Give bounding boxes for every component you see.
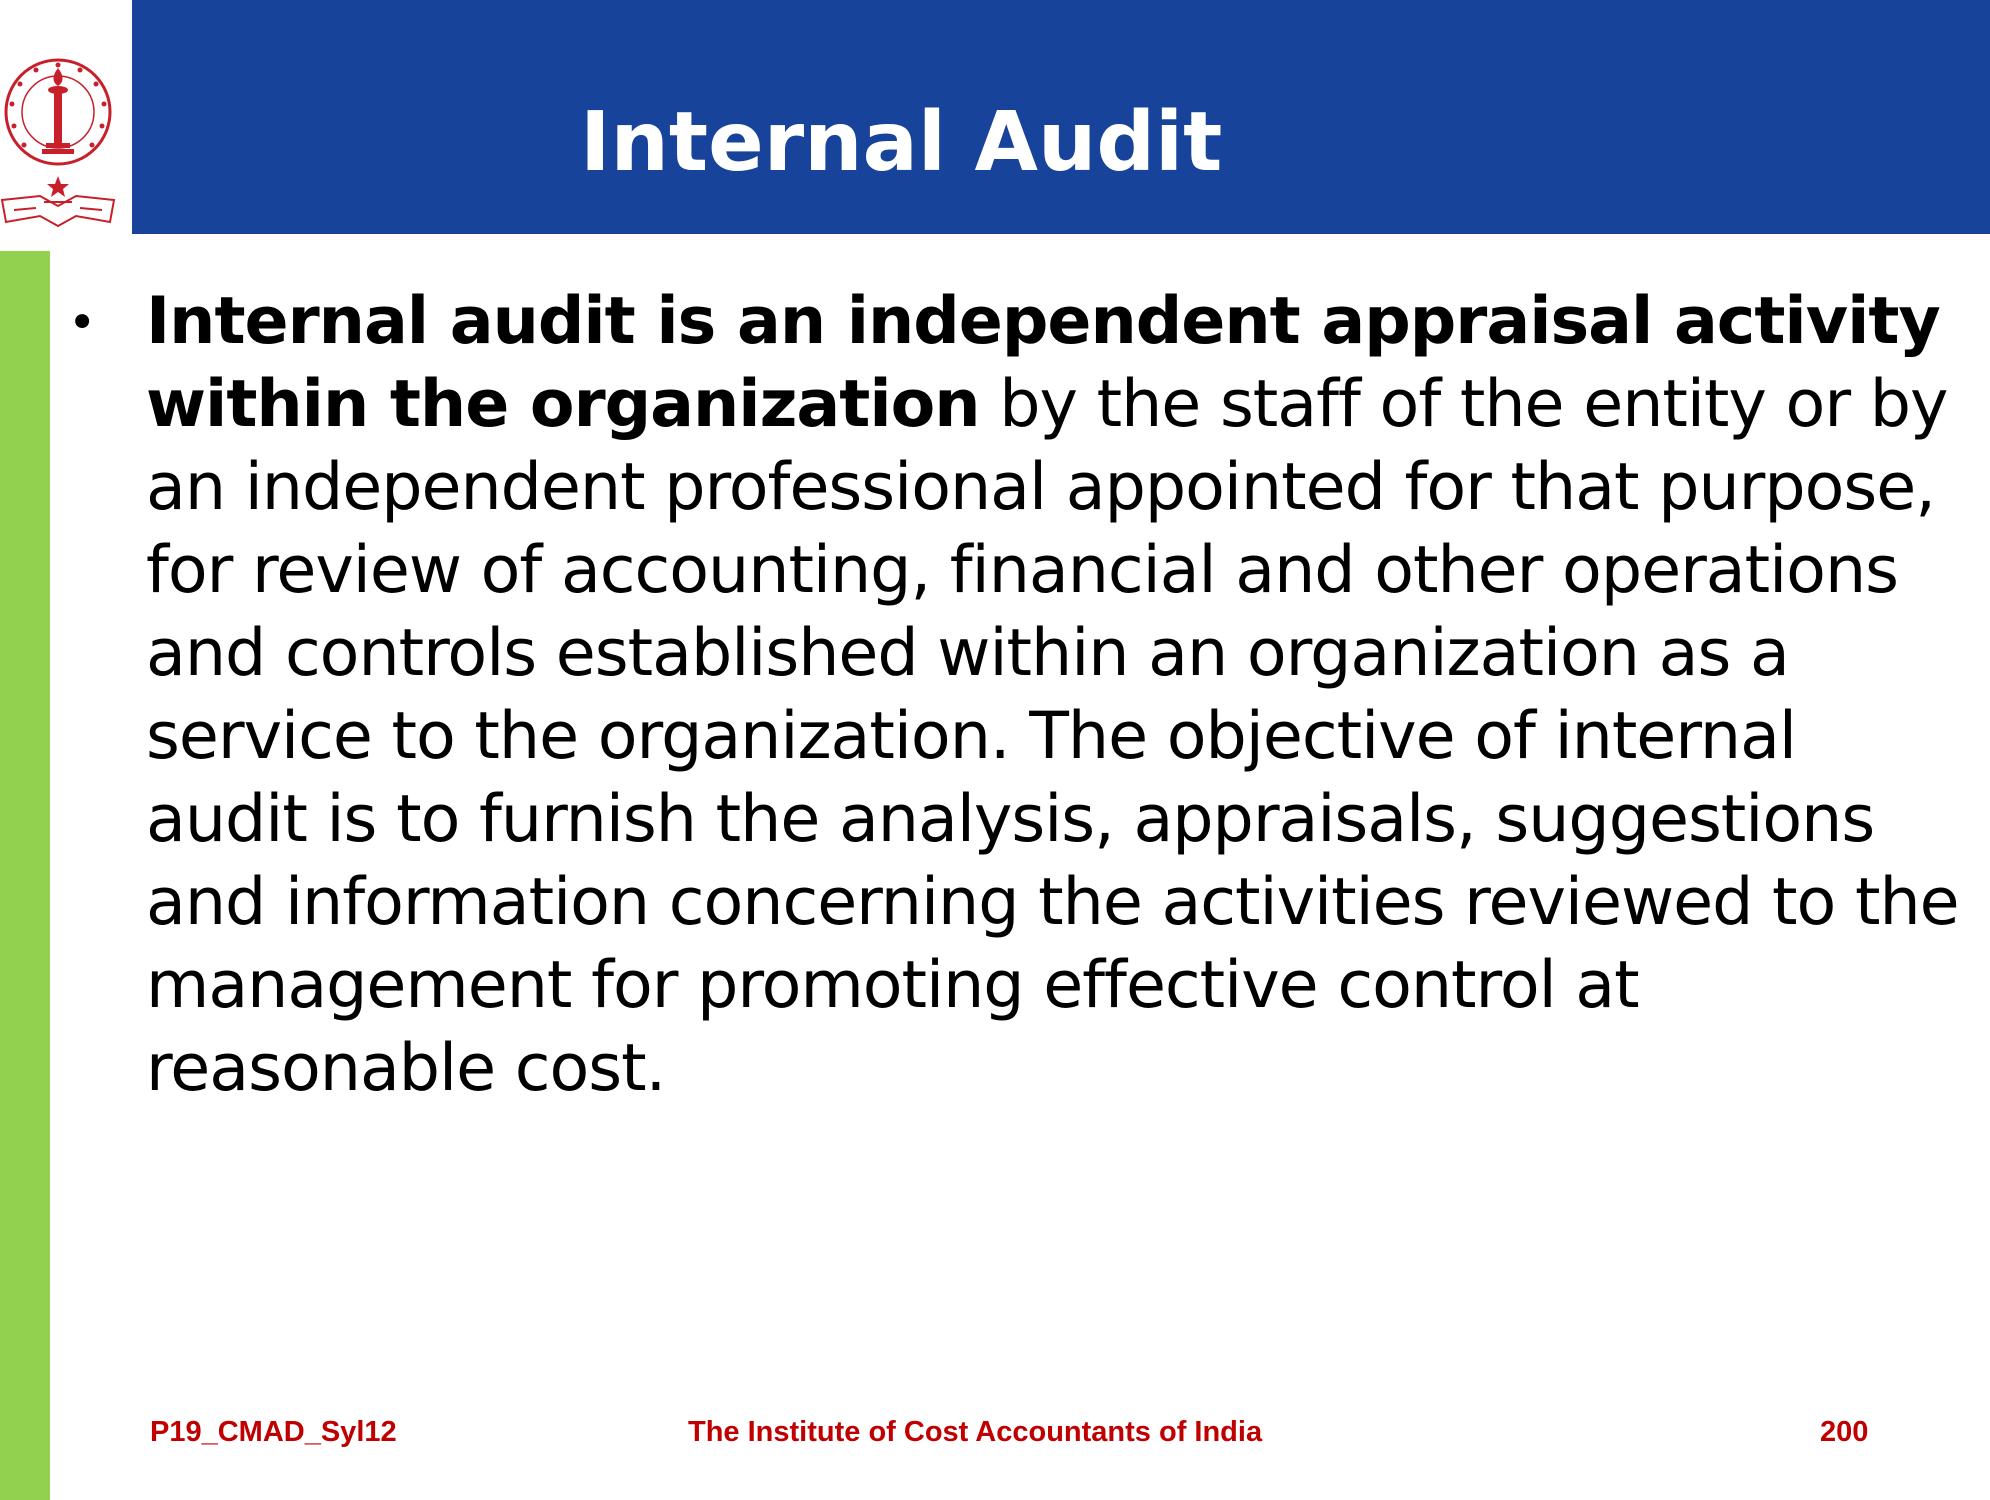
- bullet-text: [146, 280, 1976, 1110]
- slide-title: Internal Audit: [580, 95, 1223, 190]
- institute-seal-icon: [0, 0, 130, 234]
- footer-page-number: 200: [1820, 1416, 1869, 1448]
- bullet-point: •: [68, 295, 97, 351]
- bullet-bold-text: Internal audit is an independent appraisal activity within the organization: [146, 284, 1940, 442]
- side-accent-strip: [0, 251, 50, 1500]
- institute-logo: [0, 0, 130, 234]
- footer-course-code: P19_CMAD_Syl12: [150, 1416, 397, 1448]
- bullet-body-text: by the staff of the entity or by an independent professional appointed for that purpose, for review of accounting, financial and other operations and controls established within an organization as a service to the organization. The objective of internal audit is to furnish the analysis, appraisals, suggestions and information concerning the activities reviewed to the management for promoting effective control at reasonable cost.: [146, 367, 1959, 1106]
- footer-institute-name: The Institute of Cost Accountants of India: [688, 1416, 1263, 1448]
- title-bar: [132, 0, 1990, 234]
